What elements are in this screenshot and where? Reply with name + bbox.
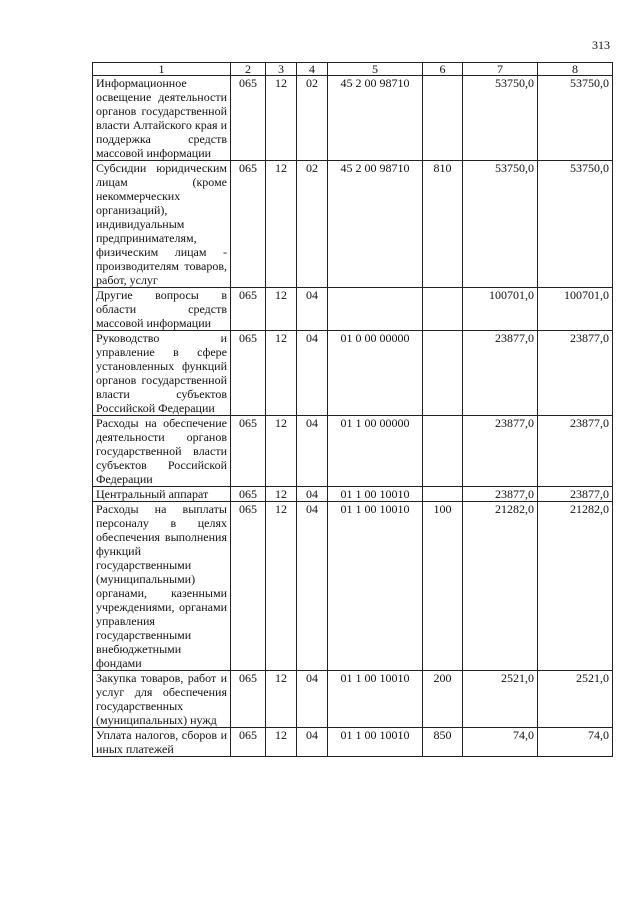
cell-target-article: [328, 288, 423, 331]
cell-subsection: 04: [297, 671, 328, 728]
cell-expense-type: [423, 487, 463, 502]
cell-ministry-code: 065: [231, 161, 266, 288]
cell-ministry-code: 065: [231, 671, 266, 728]
table-row: [93, 728, 613, 757]
cell-amount-7: 23877,0: [463, 331, 538, 416]
cell-subsection: 02: [297, 161, 328, 288]
cell-amount-7: 74,0: [463, 728, 538, 757]
cell-target-article: 01 1 00 10010: [328, 502, 423, 671]
cell-amount-8: 23877,0: [538, 331, 613, 416]
table-row: [93, 76, 613, 161]
cell-amount-8: 23877,0: [538, 487, 613, 502]
cell-section: 12: [266, 502, 297, 671]
cell-amount-7: 21282,0: [463, 502, 538, 671]
cell-expense-type: 850: [423, 728, 463, 757]
cell-target-article: 01 0 00 00000: [328, 331, 423, 416]
row-description: Расходы на обеспечение деятельности органов государственной власти субъектов Российской Федерации: [93, 416, 231, 487]
cell-amount-7: 53750,0: [463, 161, 538, 288]
cell-section: 12: [266, 487, 297, 502]
cell-amount-8: 2521,0: [538, 671, 613, 728]
table-row: [93, 416, 613, 487]
cell-ministry-code: 065: [231, 728, 266, 757]
table-row: [93, 288, 613, 331]
budget-table: [92, 62, 613, 757]
cell-amount-7: 2521,0: [463, 671, 538, 728]
row-description: Другие вопросы в области средств массовой информации: [93, 288, 231, 331]
cell-expense-type: 200: [423, 671, 463, 728]
cell-section: 12: [266, 671, 297, 728]
row-description: Информационное освещение деятельности органов государственной власти Алтайского края и поддержка средств массовой информации: [93, 76, 231, 161]
column-header: 7: [463, 63, 538, 76]
cell-subsection: 04: [297, 416, 328, 487]
table-row: [93, 487, 613, 502]
cell-amount-7: 23877,0: [463, 416, 538, 487]
cell-expense-type: [423, 331, 463, 416]
cell-subsection: 04: [297, 728, 328, 757]
cell-section: 12: [266, 288, 297, 331]
cell-amount-8: 100701,0: [538, 288, 613, 331]
header-row: [93, 63, 613, 76]
cell-expense-type: 100: [423, 502, 463, 671]
cell-amount-7: 53750,0: [463, 76, 538, 161]
column-header: 4: [297, 63, 328, 76]
cell-expense-type: [423, 416, 463, 487]
cell-amount-8: 21282,0: [538, 502, 613, 671]
cell-target-article: 45 2 00 98710: [328, 161, 423, 288]
cell-subsection: 02: [297, 76, 328, 161]
column-header: 3: [266, 63, 297, 76]
cell-expense-type: [423, 76, 463, 161]
cell-ministry-code: 065: [231, 288, 266, 331]
cell-ministry-code: 065: [231, 502, 266, 671]
column-header: 5: [328, 63, 423, 76]
cell-amount-8: 53750,0: [538, 161, 613, 288]
cell-amount-8: 53750,0: [538, 76, 613, 161]
cell-section: 12: [266, 728, 297, 757]
cell-amount-7: 23877,0: [463, 487, 538, 502]
cell-ministry-code: 065: [231, 416, 266, 487]
cell-target-article: 01 1 00 00000: [328, 416, 423, 487]
table-row: [93, 161, 613, 288]
cell-ministry-code: 065: [231, 331, 266, 416]
cell-expense-type: 810: [423, 161, 463, 288]
cell-ministry-code: 065: [231, 487, 266, 502]
row-description: Центральный аппарат: [93, 487, 231, 502]
cell-ministry-code: 065: [231, 76, 266, 161]
cell-section: 12: [266, 331, 297, 416]
cell-target-article: 01 1 00 10010: [328, 671, 423, 728]
cell-expense-type: [423, 288, 463, 331]
row-description: Субсидии юридическим лицам (кроме некоммерческих организаций), индивидуальным предпринимателям, физическим лицам - производителям товаров, работ, услуг: [93, 161, 231, 288]
cell-section: 12: [266, 161, 297, 288]
row-description: Расходы на выплаты персоналу в целях обеспечения выполнения функций государственными (муниципальными) органами, казенными учреждениями, органами управления государственными внебюджетными фондами: [93, 502, 231, 671]
column-header: 8: [538, 63, 613, 76]
column-header: 6: [423, 63, 463, 76]
cell-target-article: 01 1 00 10010: [328, 487, 423, 502]
cell-section: 12: [266, 416, 297, 487]
row-description: Руководство и управление в сфере установленных функций органов государственной власти субъектов Российской Федерации: [93, 331, 231, 416]
cell-target-article: 45 2 00 98710: [328, 76, 423, 161]
cell-subsection: 04: [297, 487, 328, 502]
row-description: Закупка товаров, работ и услуг для обеспечения государственных (муниципальных) нужд: [93, 671, 231, 728]
cell-subsection: 04: [297, 331, 328, 416]
column-header: 1: [93, 63, 231, 76]
cell-subsection: 04: [297, 288, 328, 331]
page-number: 313: [592, 38, 610, 52]
cell-amount-7: 100701,0: [463, 288, 538, 331]
cell-subsection: 04: [297, 502, 328, 671]
row-description: Уплата налогов, сборов и иных платежей: [93, 728, 231, 757]
cell-section: 12: [266, 76, 297, 161]
cell-amount-8: 23877,0: [538, 416, 613, 487]
column-header: 2: [231, 63, 266, 76]
table-row: [93, 502, 613, 671]
table-row: [93, 331, 613, 416]
table-row: [93, 671, 613, 728]
cell-target-article: 01 1 00 10010: [328, 728, 423, 757]
cell-amount-8: 74,0: [538, 728, 613, 757]
